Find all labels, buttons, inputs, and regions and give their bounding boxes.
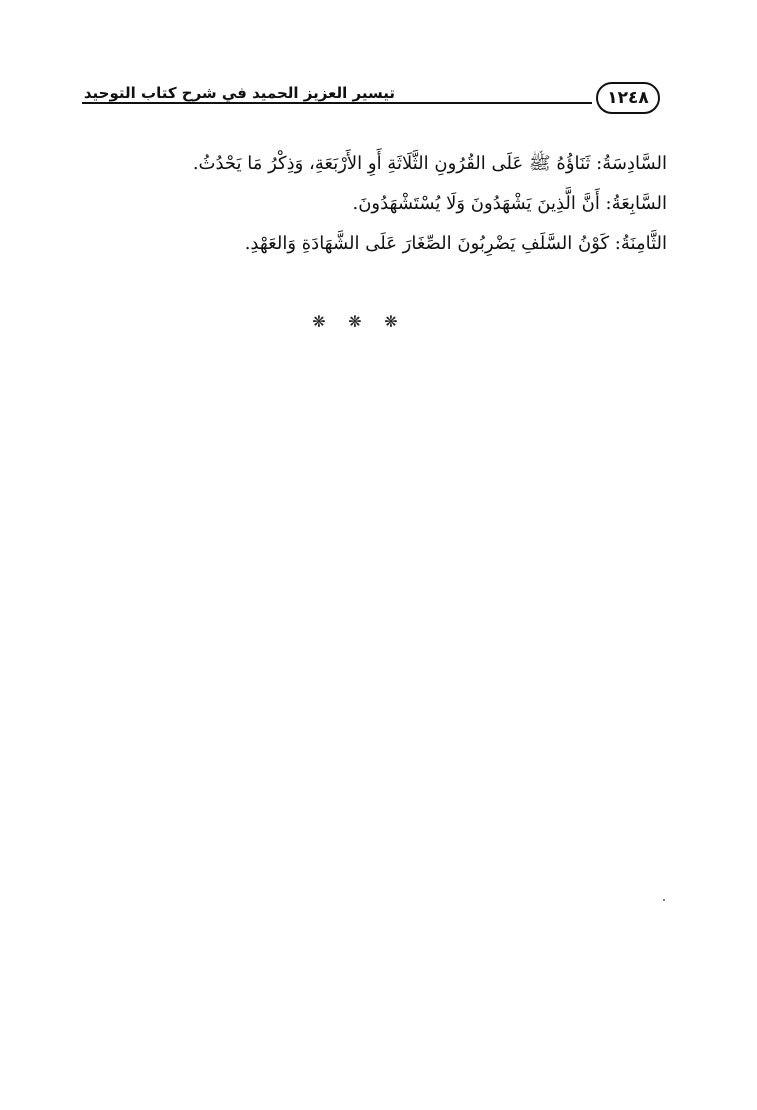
running-title: تيسير العزيز الحميد في شرح كتاب التوحيد xyxy=(83,84,395,102)
body-text xyxy=(147,144,667,264)
page-number: ١٢٤٨ xyxy=(596,82,660,114)
paragraph-sixth: السَّادِسَةُ: ثَنَاؤُهُ ﷺ عَلَى القُرُونِ الثَّلَاثَةِ أَوِ الأَرْبَعَةِ، وَذِكْرُ مَا يَحْدُثُ. xyxy=(192,153,667,174)
separator-mark: ❋ xyxy=(348,312,362,331)
header-rule xyxy=(82,102,592,104)
section-separator xyxy=(0,312,710,331)
scan-speck xyxy=(663,899,665,901)
paragraph-seventh: السَّابِعَةُ: أَنَّ الَّذِينَ يَشْهَدُونَ وَلَا يُسْتَشْهَدُونَ. xyxy=(352,193,667,214)
separator-mark: ❋ xyxy=(384,312,398,331)
page-header xyxy=(80,80,660,124)
separator-mark: ❋ xyxy=(312,312,326,331)
paragraph-eighth: الثَّامِنَةُ: كَوْنُ السَّلَفِ يَضْرِبُونَ الصِّغَارَ عَلَى الشَّهَادَةِ وَالعَهْدِ. xyxy=(244,233,667,254)
